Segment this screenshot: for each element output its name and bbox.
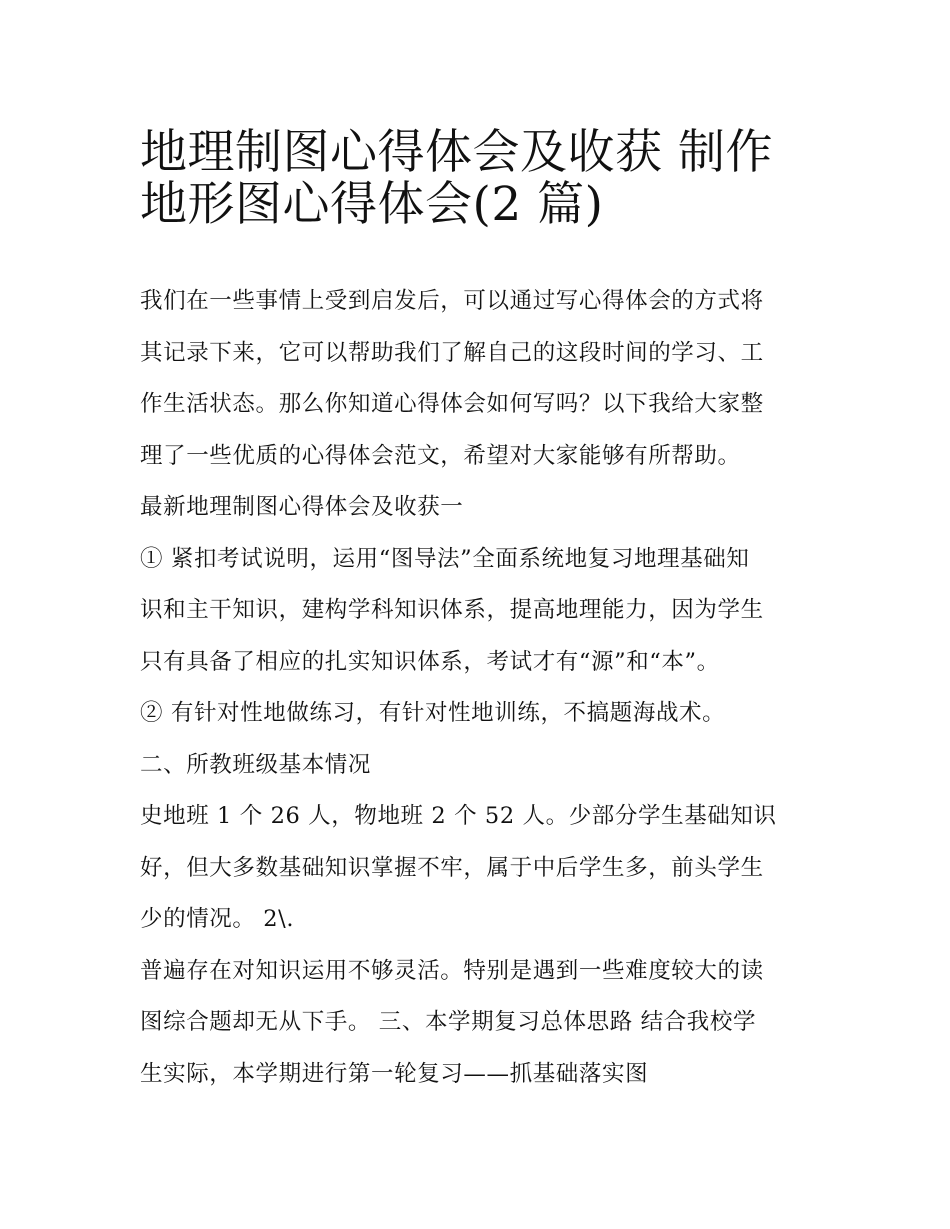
document-body: [140, 276, 830, 1100]
text-line: 其记录下来，它可以帮助我们了解自己的这段时间的学习、工: [140, 339, 764, 366]
text-line: 我们在一些事情上受到启发后，可以通过写心得体会的方式将: [140, 288, 764, 314]
point-two-paragraph: [140, 688, 830, 740]
text-line: ① 紧扣考试说明，运用“图导法”全面系统地复习地理基础知: [140, 545, 750, 572]
document-title: [140, 116, 820, 232]
point-one-paragraph: [140, 534, 830, 689]
title-line: 地形图心得体会(2 篇): [140, 176, 604, 232]
class-info-heading: [140, 740, 830, 792]
text-line: 生实际，本学期进行第一轮复习——抓基础落实图: [140, 1060, 649, 1087]
text-line: 好，但大多数基础知识掌握不牢，属于中后学生多，前头学生: [140, 854, 764, 881]
text-line: 理了一些优质的心得体会范文，希望对大家能够有所帮助。: [140, 442, 741, 469]
text-line: 识和主干知识，建构学科知识体系，提高地理能力，因为学生: [140, 597, 764, 623]
review-plan-paragraph: [140, 946, 830, 1101]
text-line: 普遍存在对知识运用不够灵活。特别是遇到一些难度较大的读: [140, 957, 764, 984]
section-heading: [140, 482, 830, 534]
class-info-paragraph: [140, 791, 830, 946]
text-line: 二、所教班级基本情况: [140, 751, 372, 778]
text-line: 只有具备了相应的扎实知识体系，考试才有“源”和“本”。: [140, 648, 720, 675]
text-line: 图综合题却无从下手。 三、本学期复习总体思路 结合我校学: [140, 1009, 757, 1035]
title-line: 地理制图心得体会及收获 制作: [140, 125, 773, 180]
text-line: ② 有针对性地做练习，有针对性地训练，不搞题海战术。: [140, 700, 726, 726]
intro-paragraph: [140, 276, 830, 482]
text-line: 作生活状态。那么你知道心得体会如何写吗？以下我给大家整: [140, 391, 764, 417]
text-line: 少的情况。 2\.: [140, 906, 295, 932]
text-line: 最新地理制图心得体会及收获一: [140, 494, 464, 520]
text-line: 史地班 1 个 26 人，物地班 2 个 52 人。少部分学生基础知识: [140, 803, 777, 829]
